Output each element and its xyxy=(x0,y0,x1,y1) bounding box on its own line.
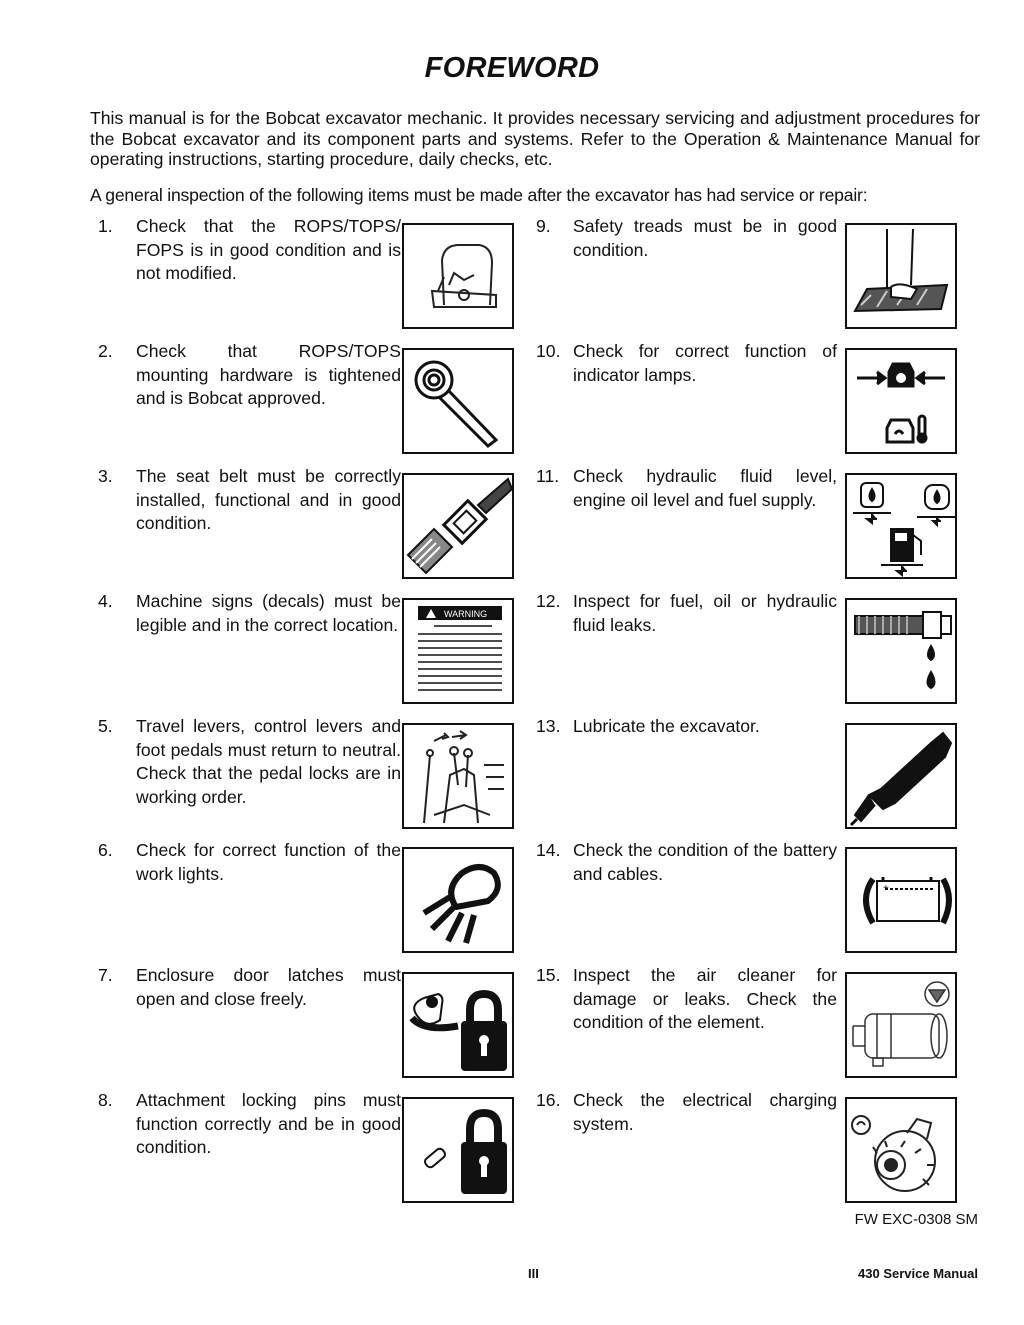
item-number: 2. xyxy=(98,341,113,361)
item-text: Lubricate the excavator. xyxy=(573,716,760,736)
item-number: 9. xyxy=(536,216,551,236)
item-text: Check for correct function of indicator lamps. xyxy=(573,341,837,385)
item-text: Inspect for fuel, oil or hydraulic fluid leaks. xyxy=(573,591,837,635)
page-number: III xyxy=(528,1266,539,1281)
item-number: 8. xyxy=(98,1090,113,1110)
item-number: 10. xyxy=(536,341,561,361)
warning-decal-icon xyxy=(402,598,514,704)
item-text: Check hydraulic fluid level, engine oil level and fuel supply. xyxy=(573,466,837,510)
wrench-icon xyxy=(402,348,514,454)
inspection-intro: A general inspection of the following items must be made after the excavator has had service or repair: xyxy=(90,185,868,205)
item-text: The seat belt must be correctly installed, functional and in good condition. xyxy=(136,466,401,533)
alternator-icon xyxy=(845,1097,957,1203)
seat-belt-icon xyxy=(402,473,514,579)
indicator-lamps-icon xyxy=(845,348,957,454)
item-number: 12. xyxy=(536,591,561,611)
hose-leak-icon xyxy=(845,598,957,704)
item-text: Check for correct function of the work lights. xyxy=(136,840,401,884)
rops-cab-icon xyxy=(402,223,514,329)
page-title: FOREWORD xyxy=(424,52,600,84)
item-number: 7. xyxy=(98,965,113,985)
item-text: Inspect the air cleaner for damage or leaks. Check the condition of the element. xyxy=(573,965,837,1032)
item-number: 11. xyxy=(536,466,560,486)
item-text: Check the condition of the battery and cables. xyxy=(573,840,837,884)
grease-gun-icon xyxy=(845,723,957,829)
item-text: Enclosure door latches must open and close freely. xyxy=(136,965,401,1009)
battery-icon xyxy=(845,847,957,953)
item-text: Check that ROPS/TOPS mounting hardware is tightened and is Bobcat approved. xyxy=(136,341,401,408)
item-number: 3. xyxy=(98,466,113,486)
item-number: 14. xyxy=(536,840,561,860)
item-number: 5. xyxy=(98,716,113,736)
control-levers-icon xyxy=(402,723,514,829)
item-number: 1. xyxy=(98,216,113,236)
item-text: Travel levers, control levers and foot pedals must return to neutral. Check that the pedal locks are in working order. xyxy=(136,716,401,807)
door-latch-lock-icon xyxy=(402,972,514,1078)
air-cleaner-icon xyxy=(845,972,957,1078)
manual-title: 430 Service Manual xyxy=(858,1266,978,1281)
item-text: Machine signs (decals) must be legible and in the correct location. xyxy=(136,591,401,635)
decal-warning-label: WARNING xyxy=(444,609,488,619)
item-number: 15. xyxy=(536,965,561,985)
fluid-levels-icon xyxy=(845,473,957,579)
item-text: Check the electrical charging system. xyxy=(573,1090,837,1134)
item-number: 6. xyxy=(98,840,113,860)
item-text: Safety treads must be in good condition. xyxy=(573,216,837,260)
item-number: 4. xyxy=(98,591,113,611)
document-code: FW EXC-0308 SM xyxy=(854,1211,978,1228)
svg-text:+: + xyxy=(883,883,889,894)
item-text: Check that the ROPS/TOPS/ FOPS is in good condition and is not modified. xyxy=(136,216,401,283)
work-light-icon xyxy=(402,847,514,953)
locking-pin-lock-icon xyxy=(402,1097,514,1203)
intro-paragraph: This manual is for the Bobcat excavator mechanic. It provides necessary servicing and adjustment procedures for the Bobcat excavator and its component parts and systems. Refer to the Operation & Maintenance Manual for operating instructions, starting procedure, daily checks, etc. xyxy=(90,108,980,169)
item-number: 16. xyxy=(536,1090,561,1110)
safety-tread-icon xyxy=(845,223,957,329)
item-text: Attachment locking pins must function correctly and be in good condition. xyxy=(136,1090,401,1157)
item-number: 13. xyxy=(536,716,561,736)
